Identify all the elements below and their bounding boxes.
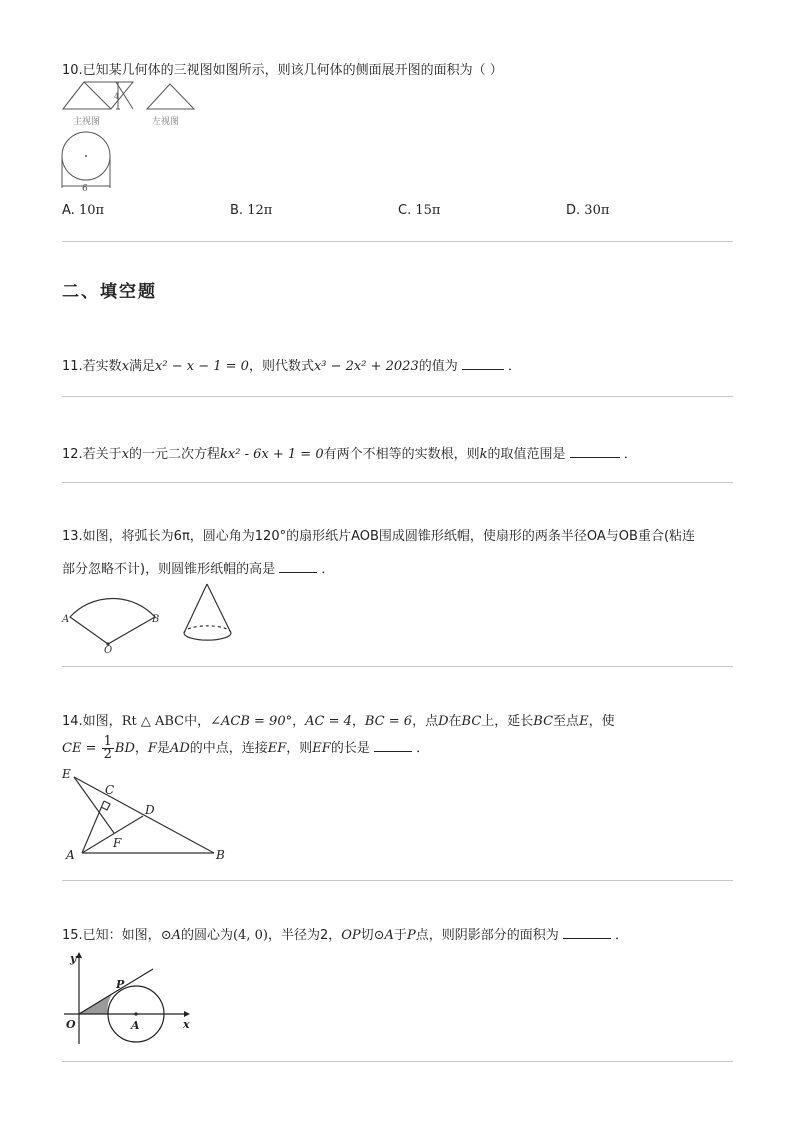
label-o: O (66, 1018, 76, 1031)
divider (62, 241, 733, 242)
divider (62, 482, 733, 483)
q14-line1: 14.如图，Rt △ ABC中，∠ACB = 90°，AC = 4，BC = 6，点D在BC上，延长BC至点E，使 (62, 714, 615, 729)
q10-three-views (60, 78, 210, 193)
answer-blank[interactable] (563, 928, 611, 939)
front-view (63, 82, 133, 109)
answer-blank[interactable] (570, 447, 620, 458)
section-title: 二、填空题 (62, 282, 157, 302)
q11-stem: 11.若实数x满足x² − x − 1 = 0，则代数式x³ − 2x² + 2023的值为 ． (62, 359, 522, 374)
label-e: E (62, 767, 71, 781)
fraction: $\frac{1}{2}$ (103, 734, 112, 762)
label-p: P (116, 978, 125, 991)
label-a: A (66, 848, 75, 862)
height-label: 4 (114, 92, 120, 101)
label-y: y (70, 952, 77, 965)
label-f: F (113, 836, 122, 850)
answer-blank[interactable] (374, 741, 412, 752)
label-d: D (145, 803, 155, 817)
divider (62, 666, 733, 667)
cone (184, 584, 231, 640)
side-view-label: 左视图 (152, 117, 180, 127)
q14-line2: CE = $\frac{1}{2}$ BD，F是AD的中点，连接EF，则EF的长是 ． (62, 734, 430, 762)
q10-stem: 10.已知某几何体的三视图如图所示，则该几何体的侧面展开图的面积为（ ） (62, 63, 503, 78)
q13-figure (60, 582, 240, 654)
divider (62, 396, 733, 397)
option-a[interactable]: A. 10π (62, 203, 105, 218)
divider (62, 1061, 733, 1062)
q14-figure (60, 764, 240, 864)
option-c[interactable]: C. 15π (398, 203, 441, 218)
answer-blank[interactable] (279, 562, 317, 573)
diameter-label: 6 (82, 184, 88, 193)
label-x: x (183, 1018, 190, 1031)
front-view-label: 主视图 (73, 117, 101, 127)
triangle-figure (74, 777, 214, 853)
label-c: C (105, 783, 115, 797)
q12-stem: 12.若关于x的一元二次方程kx² - 6x + 1 = 0有两个不相等的实数根，则k的取值范围是 ． (62, 447, 637, 462)
option-b[interactable]: B. 12π (230, 203, 273, 218)
label-o: O (104, 645, 113, 654)
side-view (147, 84, 194, 109)
q15-stem: 15.已知：如图，⊙A的圆心为(4, 0)，半径为2，OP切⊙A于P点，则阴影部分的面积为 ． (62, 928, 628, 943)
answer-blank[interactable] (462, 359, 504, 370)
q15-figure (60, 946, 200, 1046)
label-a: A (131, 1019, 140, 1032)
divider (62, 880, 733, 881)
option-d[interactable]: D. 30π (566, 203, 610, 218)
q13-line1: 13.如图，将弧长为6π，圆心角为120°的扇形纸片AOB围成圆锥形纸帽，使扇形的两条半径OA与OB重合(粘连 (62, 529, 696, 544)
sector (70, 598, 155, 644)
label-a: A (62, 614, 70, 625)
label-b: B (152, 614, 160, 625)
q13-line2: 部分忽略不计)，则圆锥形纸帽的高是 ． (62, 562, 335, 577)
label-b: B (216, 848, 225, 862)
